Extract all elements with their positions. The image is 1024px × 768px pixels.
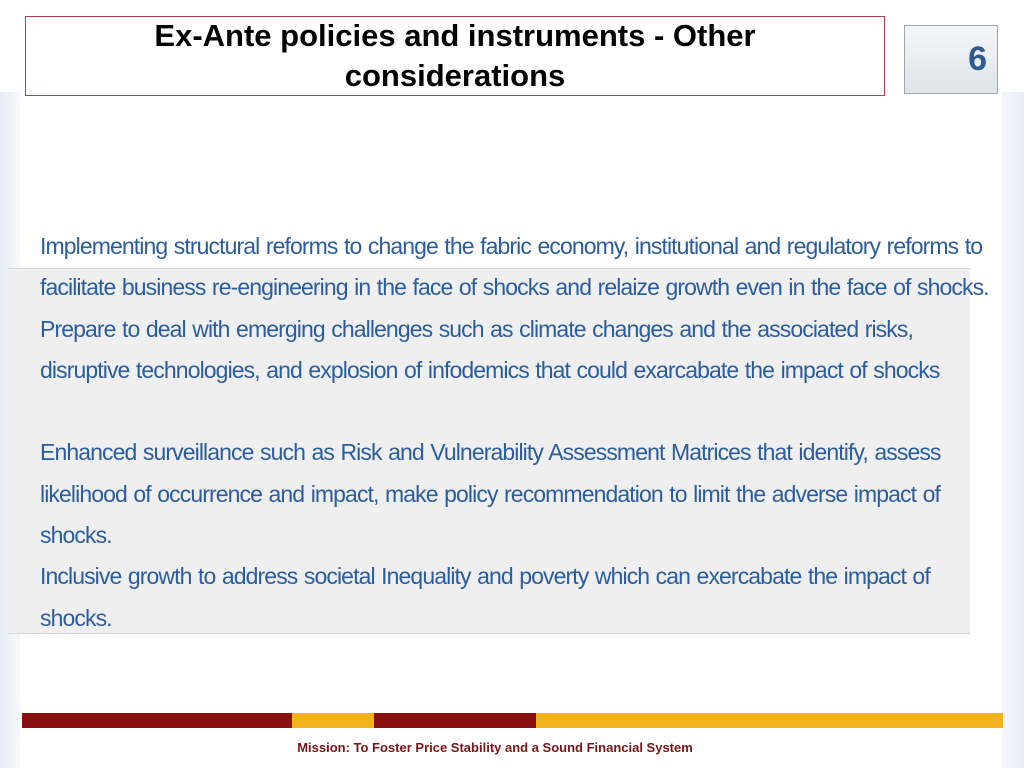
footer-bar-maroon-segment bbox=[374, 713, 536, 728]
footer-bar-maroon-segment bbox=[22, 713, 292, 728]
paragraph-inclusive-growth: Inclusive growth to address societal Inequality and poverty which can exercabate the impact of shocks. bbox=[40, 563, 930, 631]
footer-bar-gold-segment bbox=[292, 713, 374, 728]
paragraph-emerging-challenges: Prepare to deal with emerging challenges such as climate changes and the associated risks, disruptive technologies, and explosion of infodemics that could exarcabate the impact of shocks bbox=[40, 315, 940, 383]
slide-body bbox=[40, 226, 1000, 639]
footer-color-bar bbox=[22, 713, 1003, 728]
footer-bar-gold-segment bbox=[536, 713, 1003, 728]
paragraph-spacer bbox=[40, 391, 1000, 432]
mission-statement: Mission: To Foster Price Stability and a Sound Financial System bbox=[297, 740, 693, 755]
page-number-box bbox=[904, 25, 998, 94]
right-decor-strip bbox=[1002, 92, 1024, 768]
paragraph-enhanced-surveillance: Enhanced surveillance such as Risk and Vulnerability Assessment Matrices that identify, assess likelihood of occurrence and impact, make policy recommendation to limit the adverse impact of shocks. bbox=[40, 439, 941, 549]
title-box bbox=[25, 16, 885, 96]
slide-title: Ex-Ante policies and instruments - Other considerations bbox=[154, 18, 756, 93]
paragraph-structural-reforms: Implementing structural reforms to change the fabric economy, institutional and regulatory reforms to facilitate business re-engineering in the face of shocks and relaize growth even in the face of shocks. bbox=[40, 233, 989, 301]
page-number: 6 bbox=[968, 40, 987, 78]
